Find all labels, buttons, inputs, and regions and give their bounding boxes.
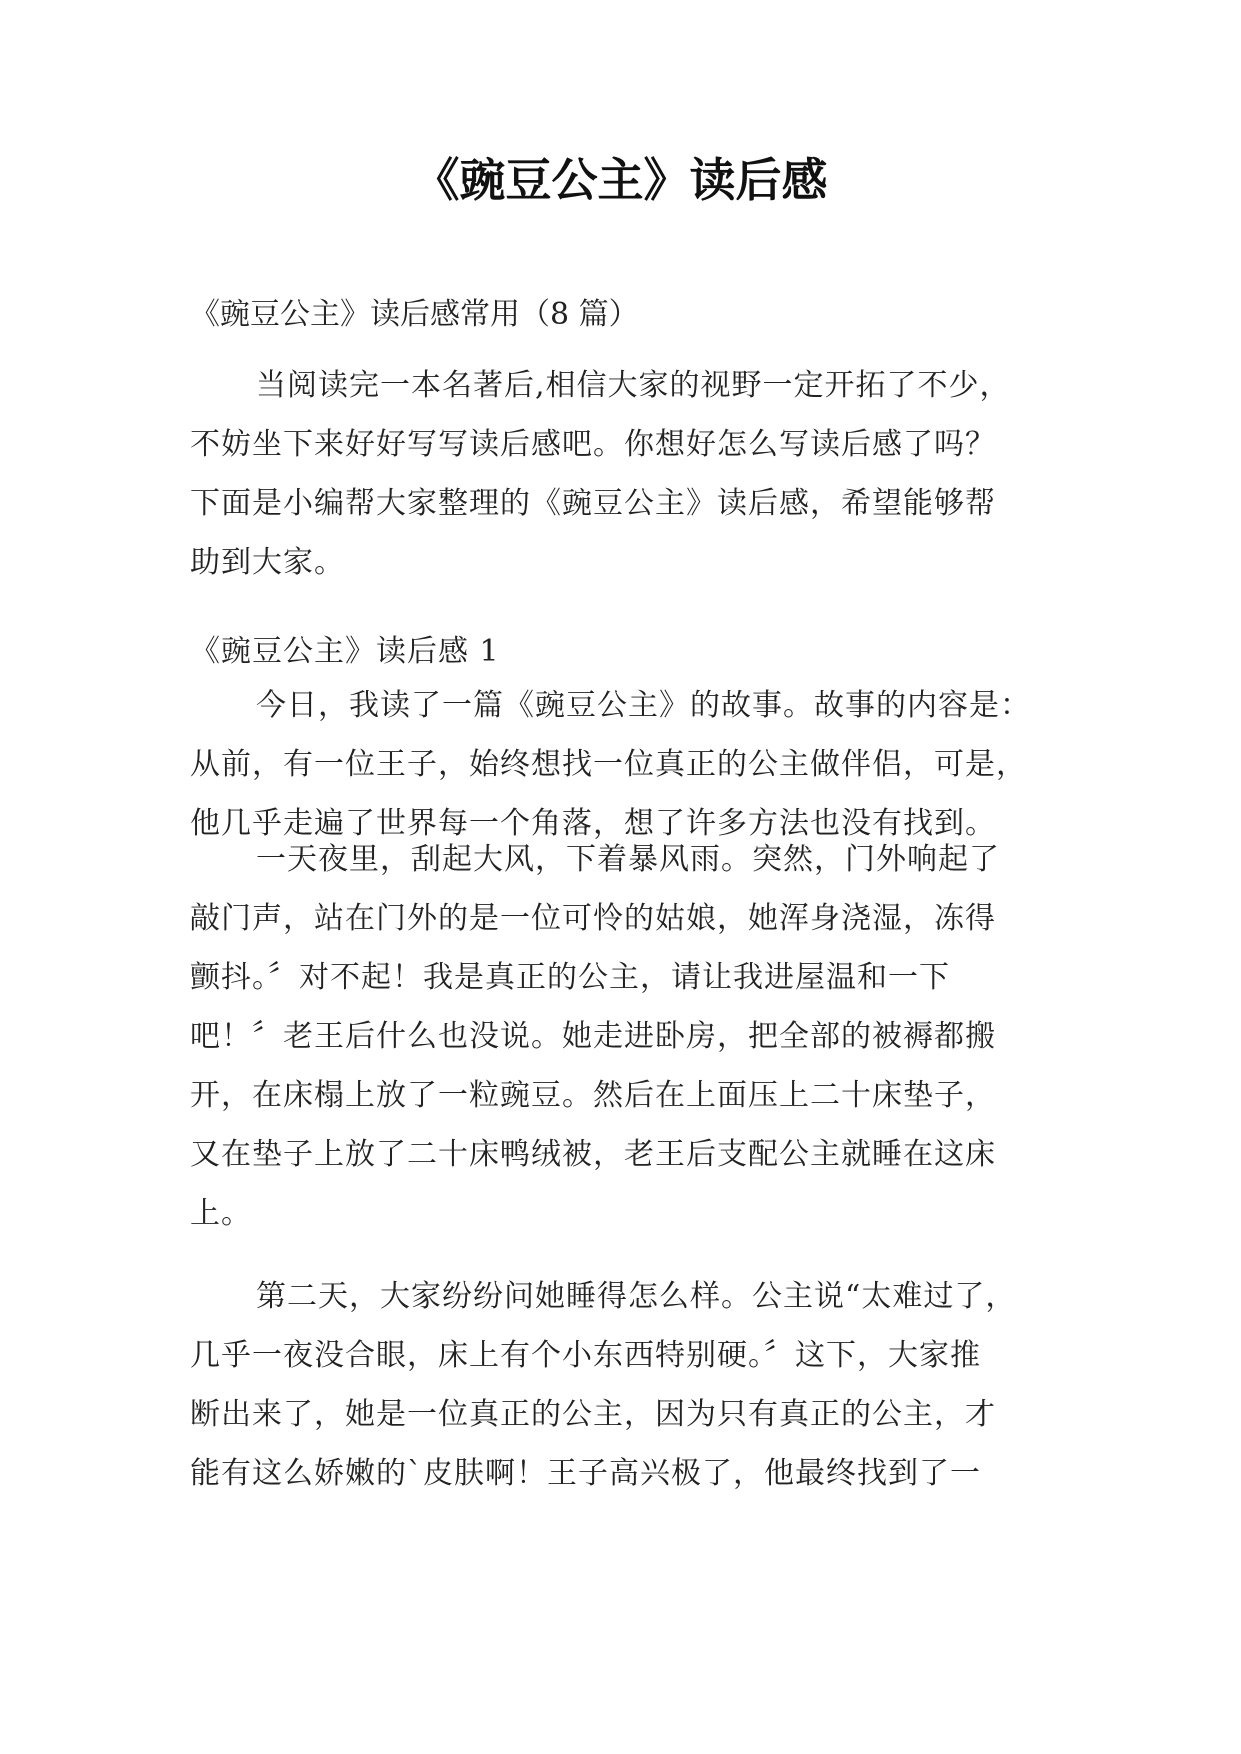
document-title: 《豌豆公主》读后感 [413, 153, 828, 207]
text-line: 颤抖。〞对不起！我是真正的公主，请让我进屋温和一下 [190, 960, 950, 995]
text-line: 从前，有一位王子，始终想找一位真正的公主做伴侣，可是， [190, 747, 1027, 782]
text-line: 开，在床榻上放了一粒豌豆。然后在上面压上二十床垫子， [190, 1078, 996, 1113]
text-line: 当阅读完一本名著后,相信大家的视野一定开拓了不少， [256, 368, 1011, 403]
text-line: 一天夜里，刮起大风，下着暴风雨。突然，门外响起了 [256, 842, 1000, 877]
story-paragraph-1 [190, 676, 1070, 853]
text-line: 不妨坐下来好好写写读后感吧。你想好怎么写读后感了吗？ [190, 427, 996, 462]
section-heading: 《豌豆公主》读后感 1 [190, 634, 500, 669]
text-line: 断出来了，她是一位真正的公主，因为只有真正的公主，才 [190, 1397, 996, 1432]
text-line: 能有这么娇嫩的`皮肤啊！王子高兴极了，他最终找到了一 [190, 1456, 981, 1491]
story-paragraph-2 [190, 830, 1070, 1243]
document-subtitle: 《豌豆公主》读后感常用（8 篇） [190, 297, 639, 332]
text-line: 敲门声，站在门外的是一位可怜的姑娘，她浑身浇湿，冻得 [190, 901, 996, 936]
text-line: 几乎一夜没合眼，床上有个小东西特别硬。〞这下，大家推 [190, 1338, 981, 1373]
text-line: 下面是小编帮大家整理的《豌豆公主》读后感，希望能够帮 [190, 486, 996, 521]
section-heading-block [190, 622, 1070, 681]
text-line: 今日，我读了一篇《豌豆公主》的故事。故事的内容是： [256, 688, 1031, 723]
text-line: 第二天，大家纷纷问她睡得怎么样。公主说“太难过了， [256, 1279, 1017, 1314]
text-line: 助到大家。 [190, 545, 345, 580]
text-line: 又在垫子上放了二十床鸭绒被，老王后支配公主就睡在这床 [190, 1137, 996, 1172]
text-line: 吧！〞老王后什么也没说。她走进卧房，把全部的被褥都搬 [190, 1019, 996, 1054]
text-line: 上。 [190, 1196, 252, 1231]
text-line: 他几乎走遍了世界每一个角落，想了许多方法也没有找到。 [190, 806, 996, 841]
story-paragraph-3 [190, 1267, 1070, 1503]
intro-paragraph [190, 356, 1070, 592]
